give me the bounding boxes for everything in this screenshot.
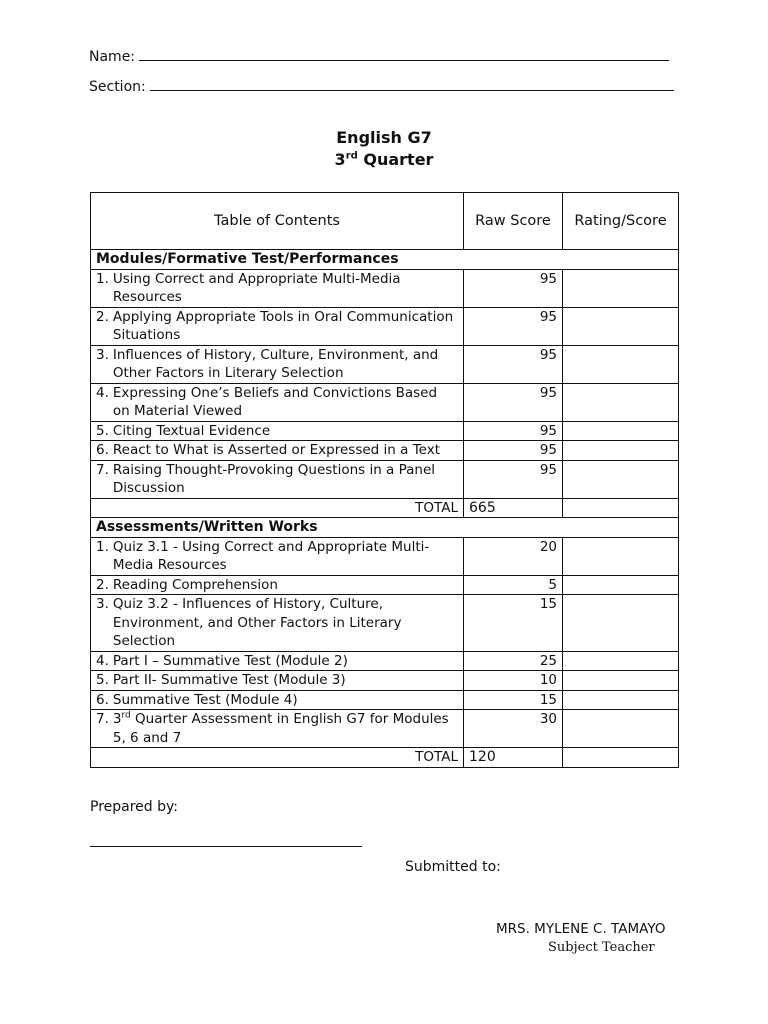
item-text xyxy=(113,576,458,595)
item-text xyxy=(113,422,458,441)
name-blank-line[interactable] xyxy=(139,48,669,61)
total-row xyxy=(91,498,679,518)
item-number: 1. xyxy=(96,538,109,555)
raw-score-cell: 95 xyxy=(464,269,563,307)
signature-line xyxy=(90,846,362,847)
item-text xyxy=(113,441,458,460)
table-row xyxy=(91,710,679,748)
table-row xyxy=(91,307,679,345)
item-text xyxy=(113,710,458,747)
item-cell xyxy=(91,671,464,691)
rating-score-cell[interactable] xyxy=(563,690,679,710)
quarter-word: Quarter xyxy=(363,150,434,169)
item-text xyxy=(113,595,458,651)
table-row xyxy=(91,269,679,307)
raw-score-cell: 95 xyxy=(464,421,563,441)
contents-table xyxy=(90,192,679,768)
list-item xyxy=(96,384,458,421)
total-row xyxy=(91,748,679,768)
rating-score-cell[interactable] xyxy=(563,269,679,307)
item-cell xyxy=(91,269,464,307)
total-label: TOTAL xyxy=(91,748,464,768)
section-label: Section: xyxy=(89,79,146,95)
item-text xyxy=(113,384,458,421)
table-row xyxy=(91,575,679,595)
item-text-main: Using Correct and Appropriate Multi-Media Resources xyxy=(112,270,401,305)
item-number: 3. xyxy=(96,346,109,363)
list-item xyxy=(96,346,458,383)
item-number: 2. xyxy=(96,576,109,593)
item-text-main: Part I – Summative Test (Module 2) xyxy=(112,652,348,669)
item-text xyxy=(113,461,458,498)
item-text-main: Expressing One’s Beliefs and Convictions Based on Material Viewed xyxy=(112,384,438,419)
raw-score-cell: 95 xyxy=(464,441,563,461)
list-item xyxy=(96,691,458,710)
list-item xyxy=(96,576,458,595)
item-text xyxy=(113,671,458,690)
teacher-role: Subject Teacher xyxy=(548,940,655,955)
raw-score-cell: 15 xyxy=(464,690,563,710)
table-row xyxy=(91,383,679,421)
raw-score-cell: 15 xyxy=(464,595,563,652)
prepared-by-label: Prepared by: xyxy=(90,799,178,815)
item-text xyxy=(113,691,458,710)
total-rating-cell[interactable] xyxy=(563,748,679,768)
item-cell xyxy=(91,710,464,748)
list-item xyxy=(96,422,458,441)
quarter-title xyxy=(0,149,768,171)
item-text-main: Reading Comprehension xyxy=(112,576,278,593)
item-text-main: React to What is Asserted or Expressed in a Text xyxy=(112,442,440,458)
rating-score-cell[interactable] xyxy=(563,345,679,383)
table-row xyxy=(91,690,679,710)
item-cell xyxy=(91,307,464,345)
section-title: Modules/Formative Test/Performances xyxy=(91,250,679,270)
rating-score-cell[interactable] xyxy=(563,441,679,461)
rating-score-cell[interactable] xyxy=(563,575,679,595)
list-item xyxy=(96,652,458,671)
rating-score-cell[interactable] xyxy=(563,460,679,498)
raw-score-cell: 5 xyxy=(464,575,563,595)
raw-score-cell: 10 xyxy=(464,671,563,691)
section-blank-line[interactable] xyxy=(150,78,674,91)
raw-score-cell: 20 xyxy=(464,537,563,575)
table-row xyxy=(91,441,679,461)
rating-score-cell[interactable] xyxy=(563,651,679,671)
quarter-suffix: rd xyxy=(345,150,358,162)
item-text-main: Summative Test (Module 4) xyxy=(112,691,298,708)
section-title: Assessments/Written Works xyxy=(91,518,679,538)
item-cell xyxy=(91,575,464,595)
item-number: 7. xyxy=(96,711,109,727)
item-text xyxy=(113,270,458,307)
item-number: 1. xyxy=(96,270,109,287)
header-table-of-contents: Table of Contents xyxy=(91,193,464,250)
rating-score-cell[interactable] xyxy=(563,383,679,421)
item-cell xyxy=(91,383,464,421)
list-item xyxy=(96,538,458,575)
rating-score-cell[interactable] xyxy=(563,307,679,345)
list-item xyxy=(96,710,458,747)
item-cell xyxy=(91,690,464,710)
total-rating-cell[interactable] xyxy=(563,498,679,518)
item-number: 3. xyxy=(96,596,109,612)
item-number: 7. xyxy=(96,461,109,478)
item-number: 2. xyxy=(96,308,109,325)
item-text-main: Quiz 3.2 - Influences of History, Culture, Environment, and Other Factors in Literary Selection xyxy=(112,596,402,649)
item-text-superscript: rd xyxy=(121,710,131,721)
table-row xyxy=(91,345,679,383)
list-item xyxy=(96,595,458,651)
header-raw-score: Raw Score xyxy=(464,193,563,250)
item-cell xyxy=(91,441,464,461)
document-title xyxy=(0,127,768,171)
quarter-number: 3 xyxy=(334,150,346,169)
table-header-row xyxy=(91,193,679,250)
teacher-name: MRS. MYLENE C. TAMAYO xyxy=(496,921,666,937)
item-cell xyxy=(91,537,464,575)
item-number: 6. xyxy=(96,691,109,708)
item-text-main: Citing Textual Evidence xyxy=(112,422,271,439)
raw-score-cell: 95 xyxy=(464,383,563,421)
total-label: TOTAL xyxy=(91,498,464,518)
item-text-main: Quarter Assessment in English G7 for Modules 5, 6 and 7 xyxy=(112,711,449,746)
list-item xyxy=(96,308,458,345)
item-number: 4. xyxy=(96,652,109,669)
item-text xyxy=(113,308,458,345)
section-header-row xyxy=(91,250,679,270)
name-field[interactable] xyxy=(89,48,669,65)
table-row xyxy=(91,537,679,575)
item-cell xyxy=(91,345,464,383)
rating-score-cell[interactable] xyxy=(563,671,679,691)
item-text-main: Applying Appropriate Tools in Oral Communication Situations xyxy=(112,308,454,343)
item-text xyxy=(113,652,458,671)
total-raw-score: 665 xyxy=(464,498,563,518)
item-number: 4. xyxy=(96,384,109,401)
rating-score-cell[interactable] xyxy=(563,595,679,652)
item-text-main: Influences of History, Culture, Environment, and Other Factors in Literary Selection xyxy=(112,346,439,381)
table-row xyxy=(91,595,679,652)
table-row xyxy=(91,651,679,671)
list-item xyxy=(96,461,458,498)
item-text xyxy=(113,538,458,575)
table-row xyxy=(91,460,679,498)
item-cell xyxy=(91,595,464,652)
item-cell xyxy=(91,460,464,498)
item-number: 5. xyxy=(96,672,109,688)
section-header-row xyxy=(91,518,679,538)
raw-score-cell: 30 xyxy=(464,710,563,748)
list-item xyxy=(96,441,458,460)
name-label: Name: xyxy=(89,49,136,65)
raw-score-cell: 95 xyxy=(464,307,563,345)
subject-title: English G7 xyxy=(336,128,432,147)
rating-score-cell[interactable] xyxy=(563,710,679,748)
item-text-main: Part II- Summative Test (Module 3) xyxy=(112,672,346,688)
header-rating-score: Rating/Score xyxy=(563,193,679,250)
submitted-to-label: Submitted to: xyxy=(405,859,501,875)
total-raw-score: 120 xyxy=(464,748,563,768)
item-cell xyxy=(91,421,464,441)
raw-score-cell: 95 xyxy=(464,460,563,498)
item-text-prefix: 3 xyxy=(112,711,122,727)
section-field[interactable] xyxy=(89,78,674,95)
table-row xyxy=(91,671,679,691)
raw-score-cell: 25 xyxy=(464,651,563,671)
raw-score-cell: 95 xyxy=(464,345,563,383)
item-text xyxy=(113,346,458,383)
item-number: 6. xyxy=(96,442,109,458)
item-cell xyxy=(91,651,464,671)
item-text-main: Quiz 3.1 - Using Correct and Appropriate Multi-Media Resources xyxy=(112,538,430,573)
rating-score-cell[interactable] xyxy=(563,421,679,441)
list-item xyxy=(96,270,458,307)
table-row xyxy=(91,421,679,441)
list-item xyxy=(96,671,458,690)
item-number: 5. xyxy=(96,422,109,439)
item-text-main: Raising Thought-Provoking Questions in a Panel Discussion xyxy=(112,461,436,496)
rating-score-cell[interactable] xyxy=(563,537,679,575)
